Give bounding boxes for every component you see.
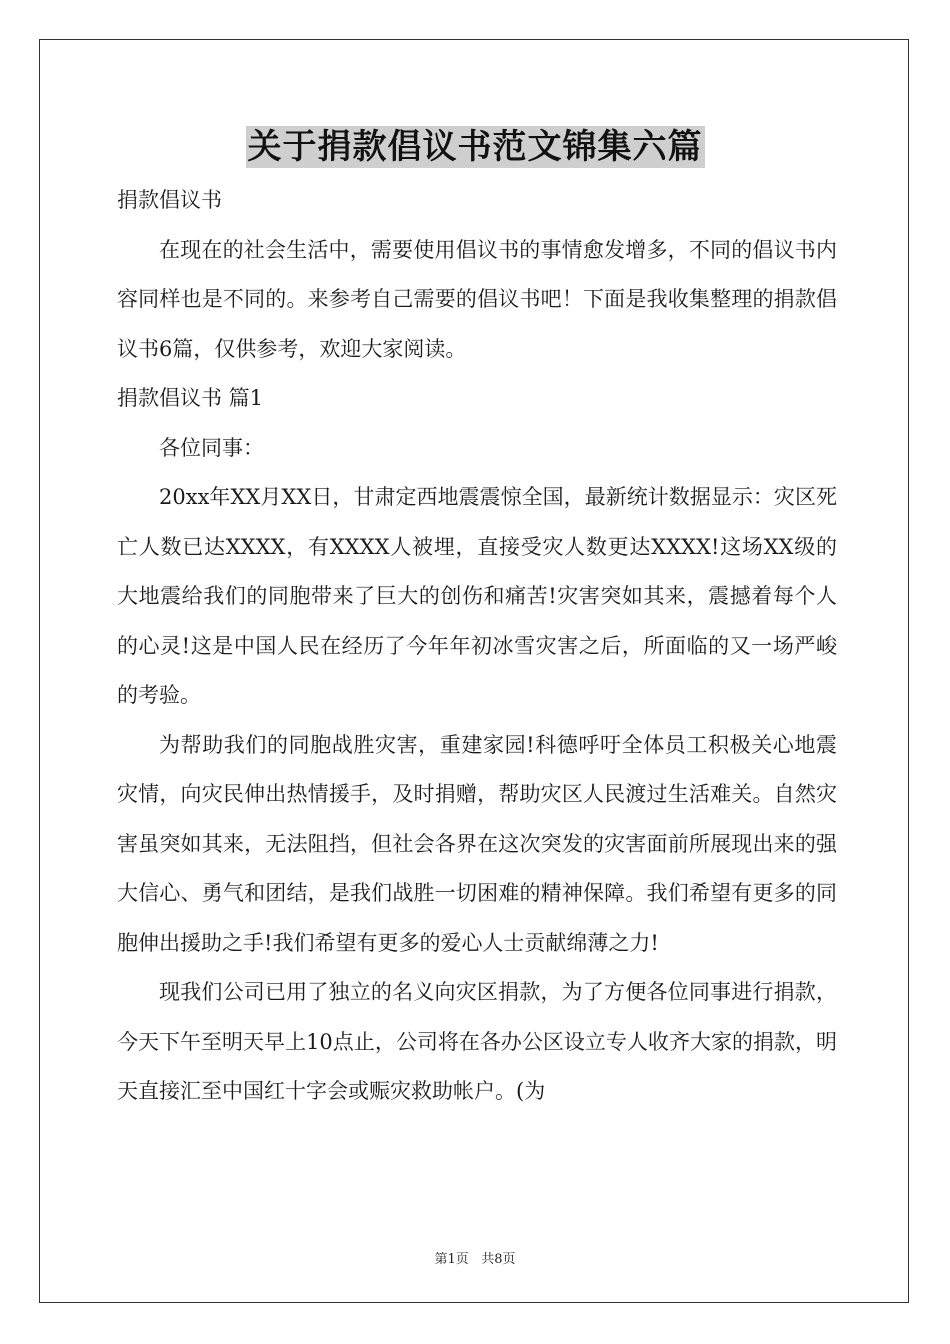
document-title: 关于捐款倡议书范文锦集六篇 xyxy=(247,127,703,167)
title-container xyxy=(0,126,950,168)
paragraph: 在现在的社会生活中，需要使用倡议书的事情愈发增多，不同的倡议书内容同样也是不同的。来参考自己需要的倡议书吧！下面是我收集整理的捐款倡议书6篇，仅供参考，欢迎大家阅读。 xyxy=(117,237,837,361)
paragraph: 20xx年XX月XX日，甘肃定西地震震惊全国，最新统计数据显示：灾区死亡人数已达XXXX，有XXXX人被埋，直接受灾人数更达XXXX!这场XX级的大地震给我们的同胞带来了巨大的创伤和痛苦!灾害突如其来，震撼着每个人的心灵!这是中国人民在经历了今年年初冰雪灾害之后，所面临的又一场严峻的考验。 xyxy=(117,485,837,707)
section-heading: 捐款倡议书 篇1 xyxy=(117,386,264,410)
page-footer xyxy=(0,1248,950,1267)
document-body xyxy=(117,176,837,1117)
paragraph: 为帮助我们的同胞战胜灾害，重建家园!科德呼吁全体员工积极关心地震灾情，向灾民伸出热情援手，及时捐赠，帮助灾区人民渡过生活难关。自然灾害虽突如其来，无法阻挡，但社会各界在这次突发的灾害面前所展现出来的强大信心、勇气和团结，是我们战胜一切困难的精神保障。我们希望有更多的同胞伸出援助之手!我们希望有更多的爱心人士贡献绵薄之力! xyxy=(117,732,837,955)
page-number: 第1页 xyxy=(434,1252,469,1267)
paragraph: 现我们公司已用了独立的名义向灾区捐款，为了方便各位同事进行捐款，今天下午至明天早上10点止，公司将在各办公区设立专人收齐大家的捐款，明天直接汇至中国红十字会或赈灾救助帐户。(为 xyxy=(117,980,837,1103)
paragraph-heading: 捐款倡议书 xyxy=(117,188,222,212)
salutation: 各位同事： xyxy=(159,435,264,460)
page-total: 共8页 xyxy=(481,1252,516,1267)
